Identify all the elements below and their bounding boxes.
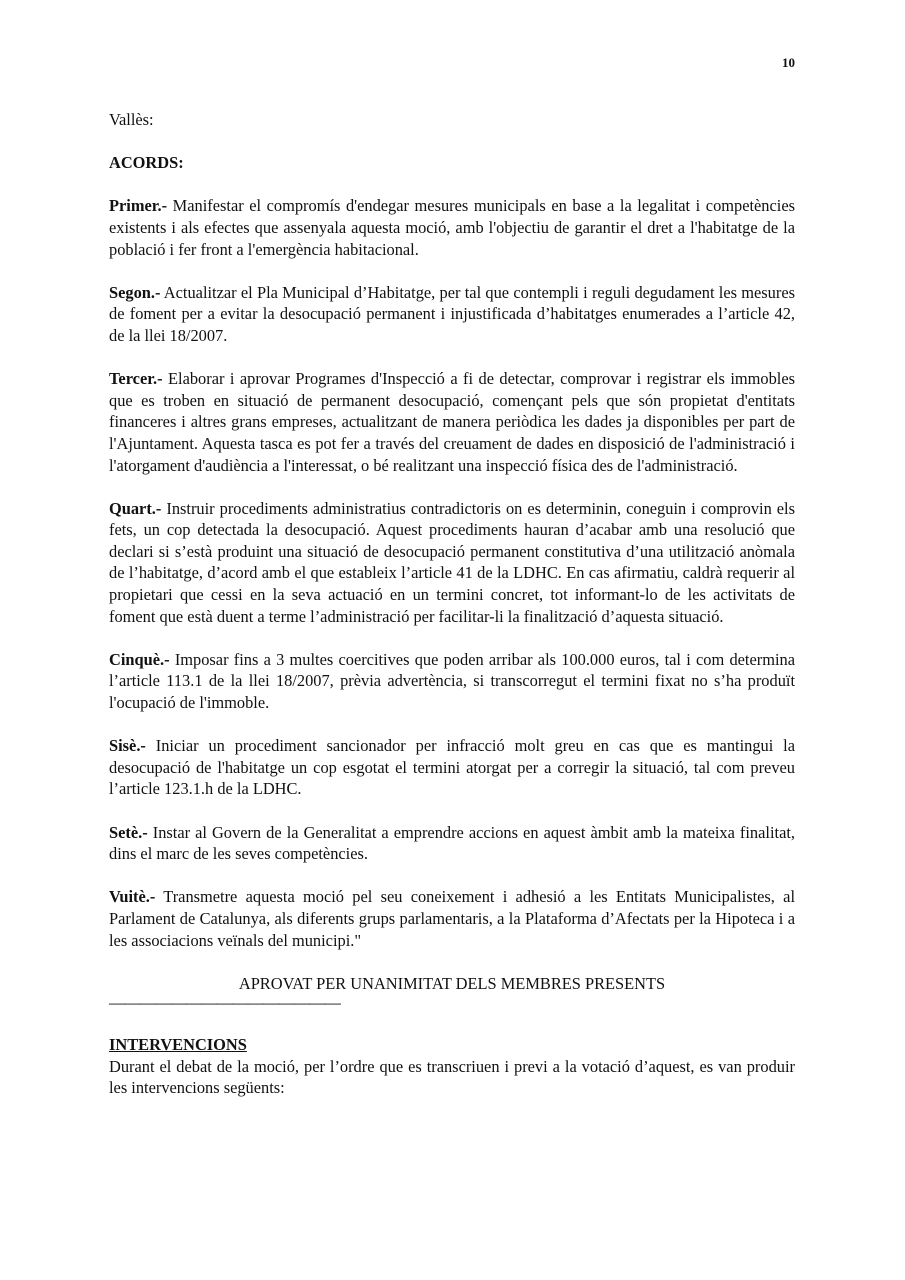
spacer	[109, 131, 795, 153]
agreement-text: Elaborar i aprovar Programes d'Inspecció a fi de detectar, comprovar i registrar els immobles que es troben en situació de permanent desocupació, començant pels que són propietat d'entitats financeres i altres grans empreses, actualitzant de manera periòdica les dades ja disponibles per part de l'Ajuntament. Aquesta tasca es pot fer a través del creuament de dades en disposició de l'administració i l'atorgament d'audiència a l'interessat, o bé realitzant una inspecció física des de l'administració.	[109, 369, 795, 475]
agreement-primer	[109, 195, 795, 260]
acords-heading: ACORDS:	[109, 153, 184, 173]
spacer	[109, 714, 795, 736]
spacer	[109, 174, 795, 196]
document-body	[109, 109, 795, 1099]
agreement-text: Manifestar el compromís d'endegar mesures municipals en base a la legalitat i competències existents i als efectes que assenyala aquesta moció, amb l'objectiu de garantir el dret a l'habitatge de la població i fer front a l'emergència habitacional.	[109, 196, 795, 259]
separator-line: ———————————————	[109, 993, 340, 1013]
agreement-vuite	[109, 886, 795, 951]
agreement-lead: Vuitè.-	[109, 887, 156, 907]
agreement-tercer	[109, 368, 795, 476]
agreement-text: Instar al Govern de la Generalitat a emprendre accions en aquest àmbit amb la mateixa finalitat, dins el marc de les seves competències.	[109, 822, 795, 864]
agreement-lead: Primer.-	[109, 196, 168, 216]
agreement-text: Imposar fins a 3 multes coercitives que poden arribar als 100.000 euros, tal i com determina l’article 113.1 de la llei 18/2007, prèvia advertència, si transcorregut el termini fixat no s’ha produït l'ocupació de l'immoble.	[109, 649, 795, 713]
spacer	[109, 260, 795, 282]
agreement-text: Iniciar un procediment sancionador per infracció molt greu en cas que es mantingui la desocupació de l'habitatge un cop esgotat el termini atorgat per a corregir la situació, tal com preveu l’article 123.1.h de la LDHC.	[109, 736, 795, 799]
spacer	[109, 347, 795, 369]
agreement-lead: Sisè.-	[109, 736, 146, 756]
interventions-heading: INTERVENCIONS	[109, 1034, 247, 1054]
agreement-lead: Setè.-	[109, 822, 148, 842]
agreement-quart	[109, 498, 795, 628]
agreement-text: Actualitzar el Pla Municipal d’Habitatge, per tal que contempli i reguli degudament les mesures de foment per a evitar la desocupació permanent i injustificada d’habitatges enumerades a l’article 42, de la llei 18/2007.	[109, 282, 795, 345]
intro-line: Vallès:	[109, 110, 154, 129]
agreement-lead: Tercer.-	[109, 369, 163, 389]
agreement-cinque	[109, 649, 795, 714]
agreement-sete	[109, 822, 795, 865]
interventions-text: Durant el debat de la moció, per l’ordre que es transcriuen i previ a la votació d’aquest, es van produir les intervencions següents:	[109, 1056, 795, 1098]
agreement-sise	[109, 735, 795, 800]
agreement-text: Transmetre aquesta moció pel seu coneixement i adhesió a les Entitats Municipalistes, al Parlament de Catalunya, als diferents grups parlamentaris, a la Plataforma d’Afectats per la Hipoteca i a les associacions veïnals del municipi."	[109, 887, 795, 950]
agreement-text: Instruir procediments administratius contradictoris on es determinin, coneguin i comprovin els fets, un cop detectada la desocupació. Aquest procediments hauran d’acabar amb una resolució que declari si s’està produint una situació de desocupació permanent constitutiva d’una utilització anòmala de l’habitatge, d’acord amb el que estableix l’article 41 de la LDHC. En cas afirmatiu, caldrà requerir al propietari que cessi en la seva actuació en un termini concret, tot informant-lo de les activitats de foment que està duent a terme l’administració per facilitar-li la finalització d’aquesta situació.	[109, 498, 795, 626]
spacer	[109, 865, 795, 887]
approval-statement: APROVAT PER UNANIMITAT DELS MEMBRES PRESENTS	[238, 973, 666, 993]
agreement-lead: Segon.-	[109, 282, 161, 302]
agreement-lead: Cinquè.-	[109, 649, 170, 669]
agreement-lead: Quart.-	[109, 498, 162, 518]
spacer	[109, 800, 795, 822]
spacer	[109, 627, 795, 649]
spacer	[109, 1012, 795, 1034]
spacer	[109, 951, 795, 973]
page-number: 10	[782, 55, 795, 70]
agreement-segon	[109, 282, 795, 347]
spacer	[109, 476, 795, 498]
